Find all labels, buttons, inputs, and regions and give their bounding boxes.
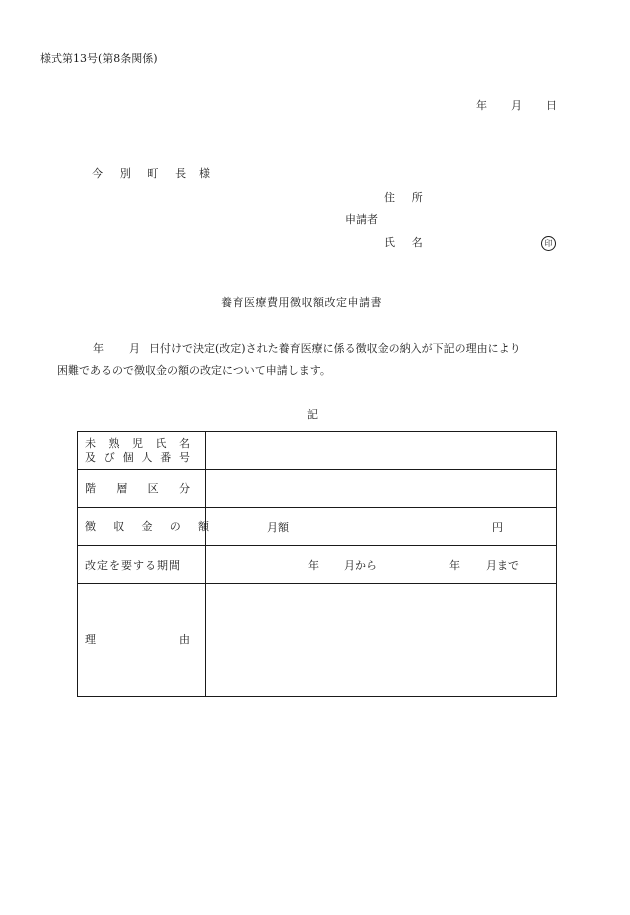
label-char: 金 xyxy=(141,519,153,533)
label-char: 人 xyxy=(141,450,153,464)
table-row-child-name xyxy=(78,432,557,470)
label-char: 氏 xyxy=(155,436,167,450)
form-number: 様式第13号(第8条関係) xyxy=(40,52,158,65)
tier-value-cell[interactable] xyxy=(206,470,557,508)
label-char: 個 xyxy=(122,450,134,464)
label-char: 号 xyxy=(178,450,190,464)
reason-label-cell xyxy=(78,584,206,697)
label-char: 名 xyxy=(179,436,190,450)
label-char: 由 xyxy=(179,633,190,647)
period-value-cell[interactable] xyxy=(206,546,557,584)
body-year: 年 xyxy=(93,342,104,355)
label-char: 熟 xyxy=(108,436,120,450)
ki-heading: 記 xyxy=(307,408,318,421)
body-line2: 困難であるので徴収金の額の改定について申請します。 xyxy=(57,364,331,377)
address-label: 住 所 xyxy=(384,191,430,204)
date-year-label: 年 xyxy=(476,99,487,112)
label-char: 児 xyxy=(132,436,143,450)
label-char: 理 xyxy=(85,633,96,647)
body-line1: 日付けで決定(改定)された養育医療に係る徴収金の納入が下記の理由により xyxy=(149,342,521,355)
child-name-label-cell xyxy=(78,432,206,470)
label-char: 番 xyxy=(160,450,172,464)
tier-label-cell xyxy=(78,470,206,508)
table-row-reason xyxy=(78,584,557,697)
addressee-honorific: 様 xyxy=(199,167,210,180)
label-char: 徴 xyxy=(85,519,96,533)
date-day-label: 日 xyxy=(546,99,557,112)
applicant-label: 申請者 xyxy=(345,213,378,226)
body-month: 月 xyxy=(129,342,140,355)
label-char: 未 xyxy=(85,436,96,450)
label-char: び xyxy=(103,450,115,464)
label-char: 額 xyxy=(198,519,209,533)
label-char: 層 xyxy=(116,481,128,495)
label-char: 及 xyxy=(85,450,96,464)
table-row-tier xyxy=(78,470,557,508)
period-to-month: 月まで xyxy=(486,558,519,572)
label-char: の xyxy=(169,519,181,533)
amount-label-cell xyxy=(78,508,209,546)
reason-value-cell[interactable] xyxy=(206,584,557,697)
label-char: 区 xyxy=(147,481,159,495)
table-row-period xyxy=(78,546,557,584)
date-month-label: 月 xyxy=(511,99,522,112)
period-label: 改定を要する期間 xyxy=(85,558,181,572)
monthly-label: 月額 xyxy=(267,520,289,534)
yen-label: 円 xyxy=(492,520,503,534)
period-to-year: 年 xyxy=(449,558,460,572)
label-char: 階 xyxy=(85,481,96,495)
application-table xyxy=(77,431,557,697)
period-label-cell xyxy=(78,546,206,584)
period-from-month: 月から xyxy=(344,558,377,572)
table-row-amount xyxy=(78,508,557,546)
child-name-value-cell[interactable] xyxy=(206,432,557,470)
period-from-year: 年 xyxy=(308,558,319,572)
seal-mark: 印 xyxy=(541,236,556,251)
addressee-name: 今 別 町 長 xyxy=(92,167,193,180)
label-char: 分 xyxy=(178,481,190,495)
amount-value-cell[interactable] xyxy=(206,508,557,546)
label-char: 収 xyxy=(113,519,125,533)
document-title: 養育医療費用徴収額改定申請書 xyxy=(221,296,382,309)
name-label: 氏 名 xyxy=(384,236,430,249)
